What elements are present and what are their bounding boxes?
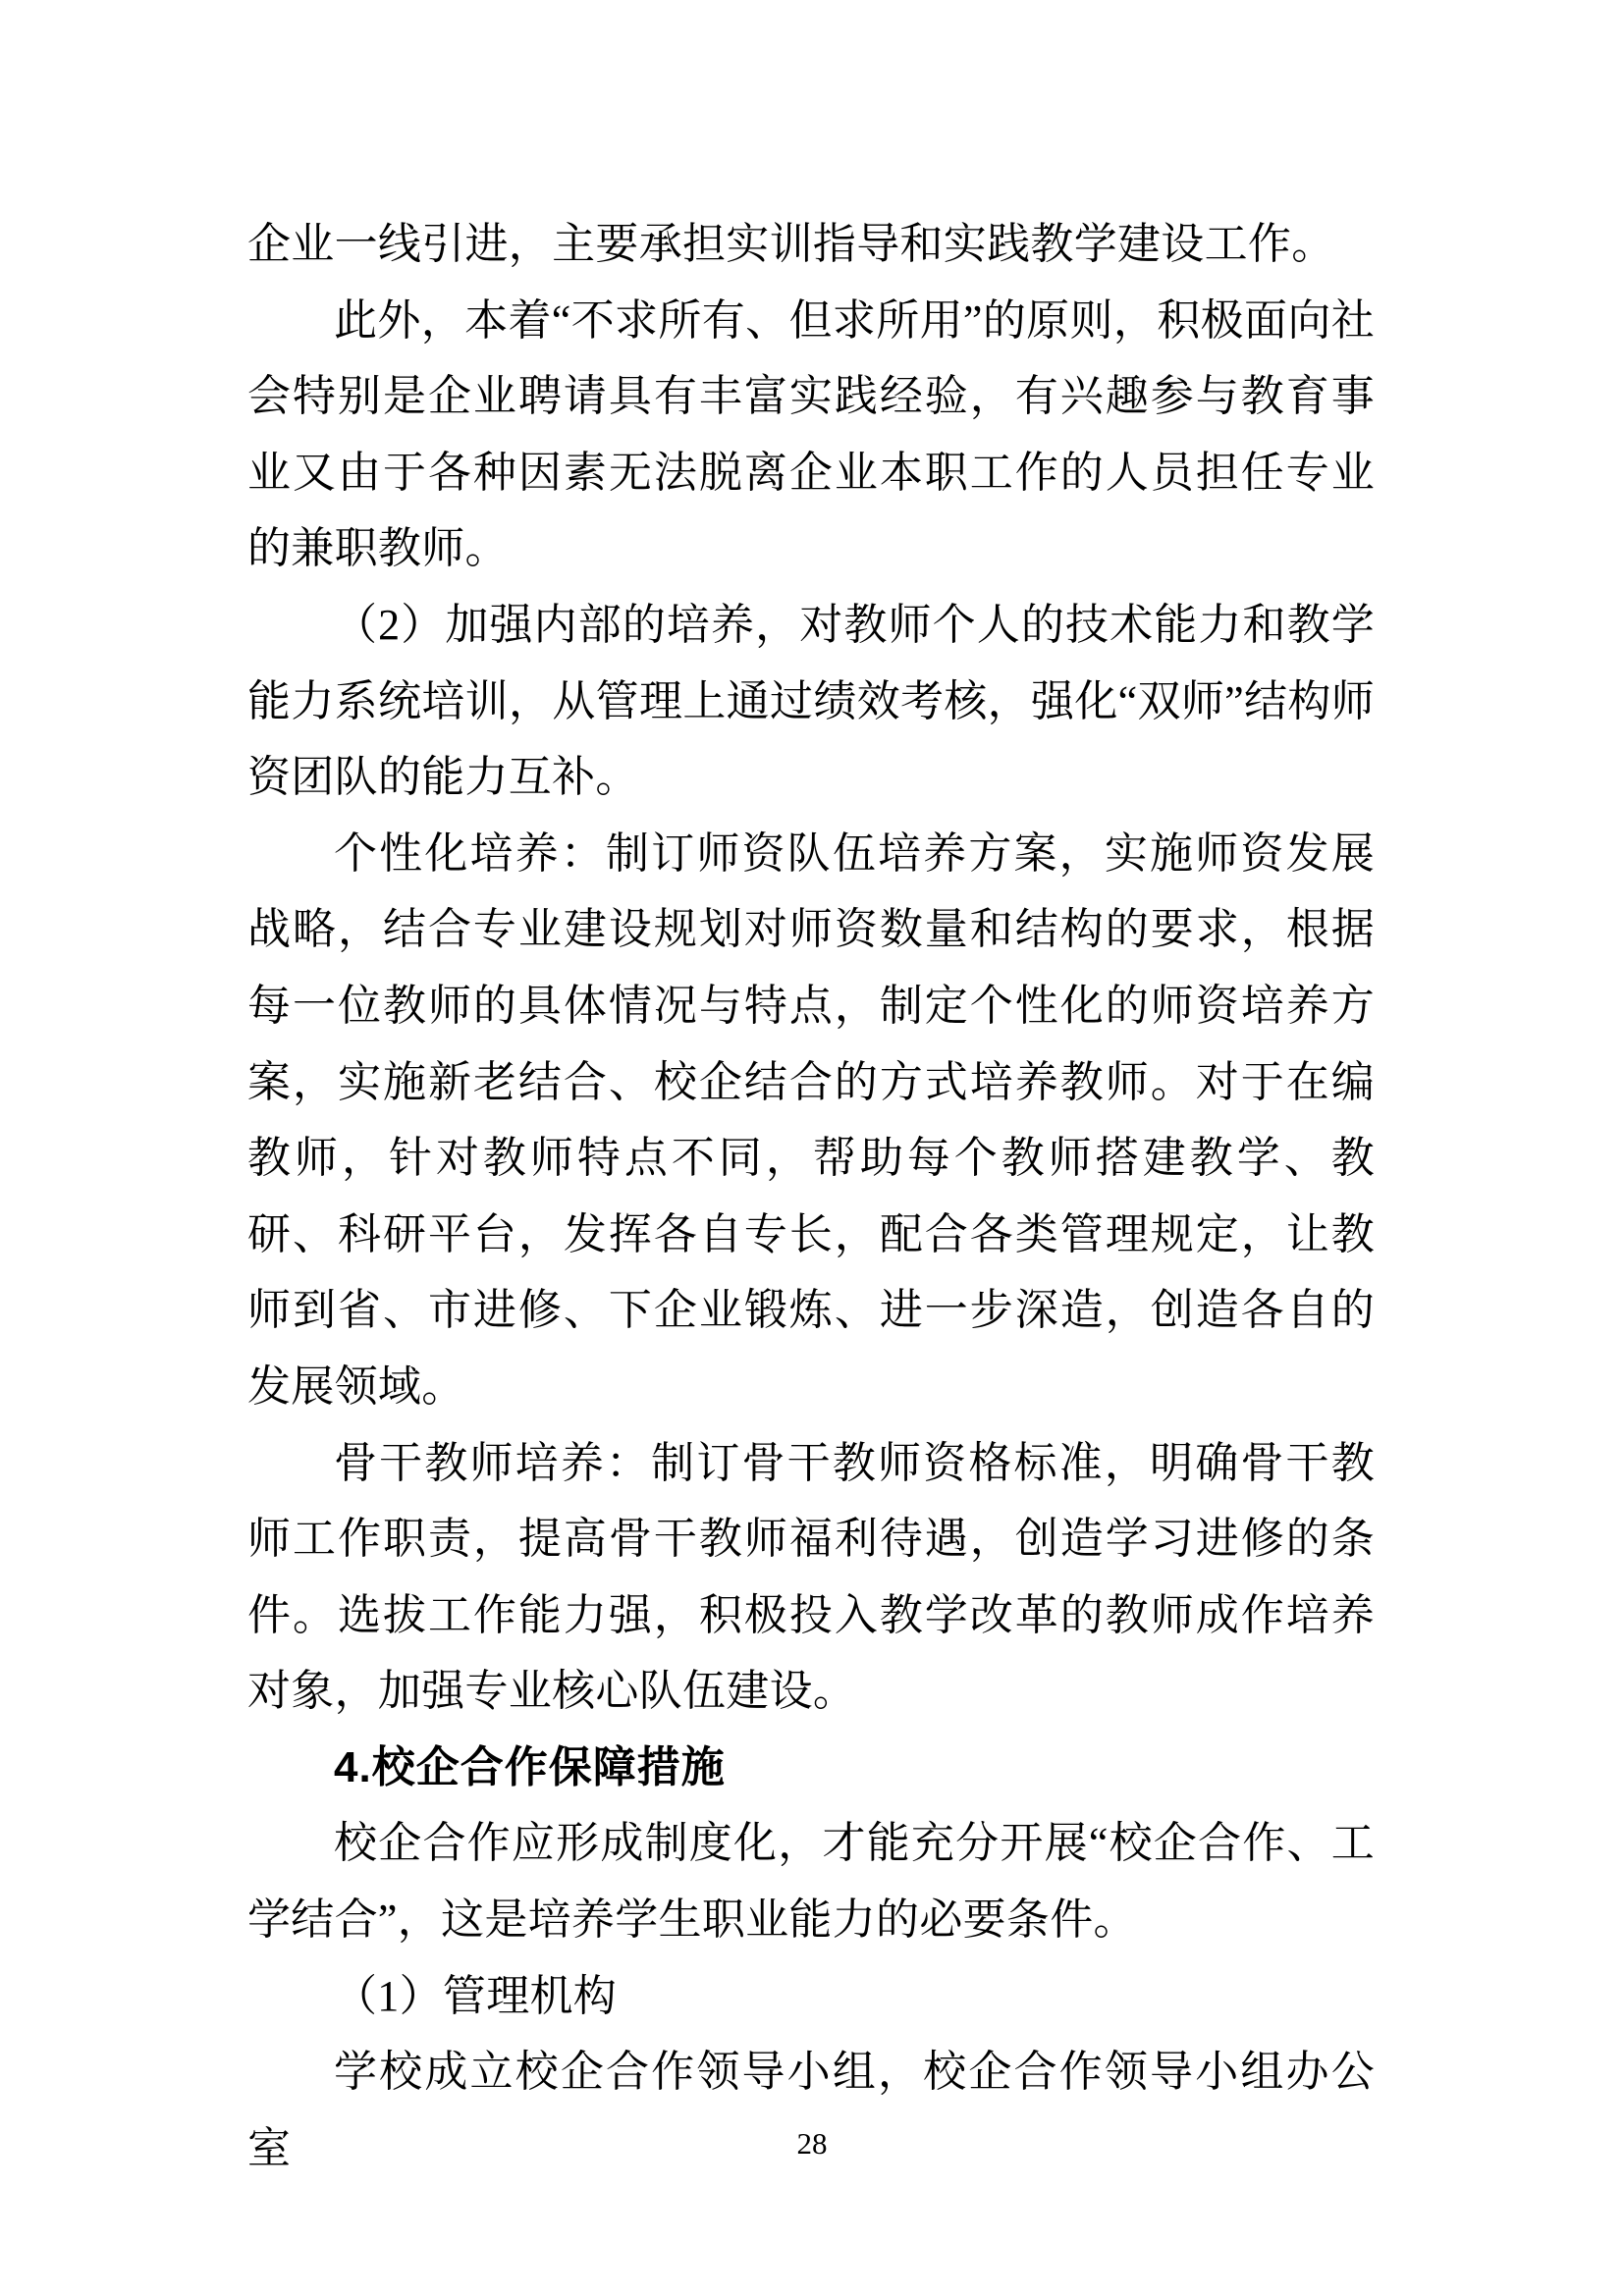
document-body [247, 206, 1375, 2186]
paragraph: （2）加强内部的培养，对教师个人的技术能力和教学能力系统培训，从管理上通过绩效考核，强化“双师”结构师资团队的能力互补。 [247, 600, 1375, 802]
paragraph: 此外，本着“不求所有、但求所用”的原则，积极面向社会特别是企业聘请具有丰富实践经验，有兴趣参与教育事业又由于各种因素无法脱离企业本职工作的人员担任专业的兼职教师。 [247, 295, 1375, 573]
paragraph: 骨干教师培养：制订骨干教师资格标准，明确骨干教师工作职责，提高骨干教师福利待遇，创造学习进修的条件。选拔工作能力强，积极投入教学改革的教师成作培养对象，加强专业核心队伍建设。 [247, 1438, 1375, 1716]
page-number: 28 [796, 2126, 828, 2161]
paragraph: 企业一线引进，主要承担实训指导和实践教学建设工作。 [247, 220, 1335, 268]
paragraph: 个性化培养：制订师资队伍培养方案，实施师资发展战略，结合专业建设规划对师资数量和结构的要求，根据每一位教师的具体情况与特点，制定个性化的师资培养方案，实施新老结合、校企结合的方式培养教师。对于在编教师，针对教师特点不同，帮助每个教师搭建教学、教研、科研平台，发挥各自专长，配合各类管理规定，让教师到省、市进修、下企业锻炼、进一步深造，创造各自的发展领域。 [247, 828, 1375, 1411]
page-footer [0, 2126, 1624, 2162]
paragraph: （1）管理机构 [334, 1971, 618, 2020]
paragraph: 学校成立校企合作领导小组，校企合作领导小组办公室 [247, 2048, 1375, 2172]
section-heading: 4.校企合作保障措施 [334, 1742, 726, 1791]
paragraph: 校企合作应形成制度化，才能充分开展“校企合作、工学结合”，这是培养学生职业能力的必要条件。 [247, 1819, 1375, 1945]
